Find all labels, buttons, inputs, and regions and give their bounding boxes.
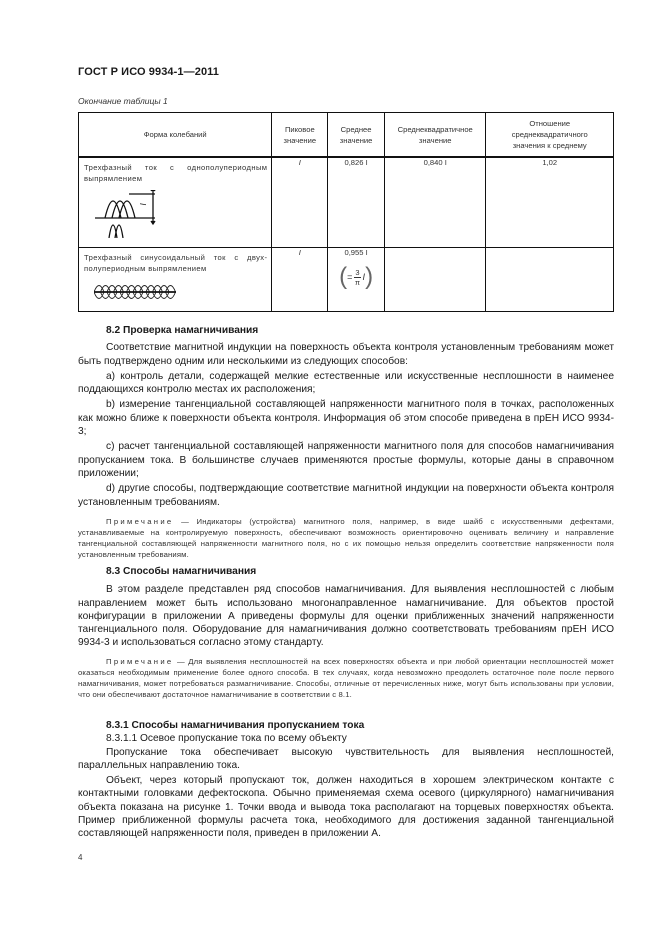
note [78,656,614,700]
right-paren: ) [365,263,374,290]
list-item: d) другие способы, подтверждающие соответствие магнитной индукции на поверхности объекта контроля установленным требованиям. [78,483,614,508]
mean-value: 0,955 I [344,248,368,257]
mean-value-cell [328,248,385,312]
rms-value [384,248,485,312]
page-number: 4 [78,853,83,862]
rms-value: 0,840 I [384,157,485,248]
note-text: — Для выявления несплошностей на всех поверхностях объекта и при любой ориентации несплошностей может оказаться необходимым применение более одного способа. В тех случаях, когда невозможно преодолеть остаточное поле после первого намагничивания, может потребоваться размагничивание. Способы, отличные от перечисленных ниже, могут быть использованы при условии, что они обеспечивают достаточное намагничивание в соответствии с 8.1. [78,656,614,699]
list-item: a) контроль детали, содержащей мелкие естественные или искусственные несплошности в наименее поддающихся контролю местах их расположения; [78,370,614,396]
waveform-cell [79,157,272,248]
note-label: Примечание [106,656,174,666]
paragraph: В этом разделе представлен ряд способов намагничивания. Для выявления несплошностей с любым направлением может быть использовано многонаправленное намагничивание. Для объектов простой конфигурации в приложении А приведены формулы для оценки приближенных значений напряженности тангенциального поля. Оборудование для намагничивания должно соответствовать требованиям прЕН ИСО 9934-3 и использоваться согласно этому стандарту. [78,584,614,649]
paragraph: Пропускание тока обеспечивает высокую чувствительность для выявления несплошностей, параллельных направлению тока. [78,746,614,771]
column-header-rms: Среднеквадратичное значение [384,113,485,158]
waveform-label: Трехфазный ток с однополупериодным выпрямлением [84,163,268,183]
fraction-numerator: 3 [355,267,360,277]
mean-formula [339,265,373,289]
note-label: Примечание [106,516,174,526]
paragraph: Соответствие магнитной индукции на поверхность объекта контроля установленным требованиям может быть подтверждено одним или несколькими из следующих способов: [78,342,614,367]
table-row [79,248,614,312]
section-heading: 8.3.1 Способы намагничивания пропусканием тока [106,720,365,731]
table-row [79,157,614,248]
mean-value: 0,826 I [328,157,385,248]
table-caption: Окончание таблицы 1 [78,96,168,106]
ratio-value: 1,02 [486,157,614,248]
list-item: c) расчет тангенциальной составляющей напряженности магнитного поля для способов намагничивания пропусканием тока. В большинстве случаев применяются простые формулы, которые даны в справочном приложении; [78,441,614,479]
half-wave-rectified-waveform-icon [95,190,167,238]
list-item: b) измерение тангенциальной составляющей напряженности магнитного поля в точках, расположенных как можно ближе к поверхности объекта контроля. Информация об этом способе приведена в прЕН ИСО 9934-3; [78,399,614,438]
formula-suffix: I [362,272,366,282]
fraction-denominator: π [354,277,361,287]
left-paren: ( [339,263,348,290]
waveform-table [78,112,614,312]
section-8-2 [78,324,614,560]
paragraph: Объект, через который пропускают ток, должен находиться в хорошем электрическом контакте с контактными головками дефектоскопа. Обычно применяемая схема осевого (циркулярного) намагничивания объекта показана на рисунке 1. Точки ввода и вывода тока располагают на торцевых поверхностях объекта. Пример приближенной формулы расчета тока, необходимого для достижения заданной тангенциальной составляющей напряженности поля, приведен в приложении А. [78,775,614,840]
column-header-waveform: Форма колебаний [79,113,272,158]
fraction [354,268,360,287]
document-header: ГОСТ Р ИСО 9934-1—2011 [78,66,219,78]
formula-prefix: = [347,272,353,282]
section-heading: 8.2 Проверка намагничивания [106,325,259,336]
full-wave-rectified-waveform-icon [94,279,176,305]
column-header-mean: Среднее значение [328,113,385,158]
amplitude-label: I [138,203,147,206]
section-8-3-1 [78,719,614,841]
waveform-cell [79,248,272,312]
table-header-row [79,113,614,158]
column-header-peak: Пиковое значение [272,113,328,158]
peak-value: I [272,248,328,312]
note-text: — Индикаторы (устройства) магнитного поля, например, в виде шайб с искусственными дефектами, устанавливаемые на контролируемую поверхность, обеспечивают возможность ориентировочно оценивать величину и направление тангенциальной составляющей напряженности магнитного поля, но с их помощью нельзя определить соответствие напряженности поля установленным требованиям. [78,516,614,559]
subsection-heading: 8.3.1.1 Осевое пропускание тока по всему объекту [106,733,347,745]
note [78,516,614,560]
section-8-3 [78,565,614,700]
ratio-value [486,248,614,312]
section-heading: 8.3 Способы намагничивания [106,566,257,577]
peak-value: I [272,157,328,248]
column-header-ratio: Отношение среднеквадратичного значения к среднему [486,113,614,158]
waveform-label: Трехфазный синусоидальный ток с двух-полупериодным выпрямлением [84,253,268,273]
